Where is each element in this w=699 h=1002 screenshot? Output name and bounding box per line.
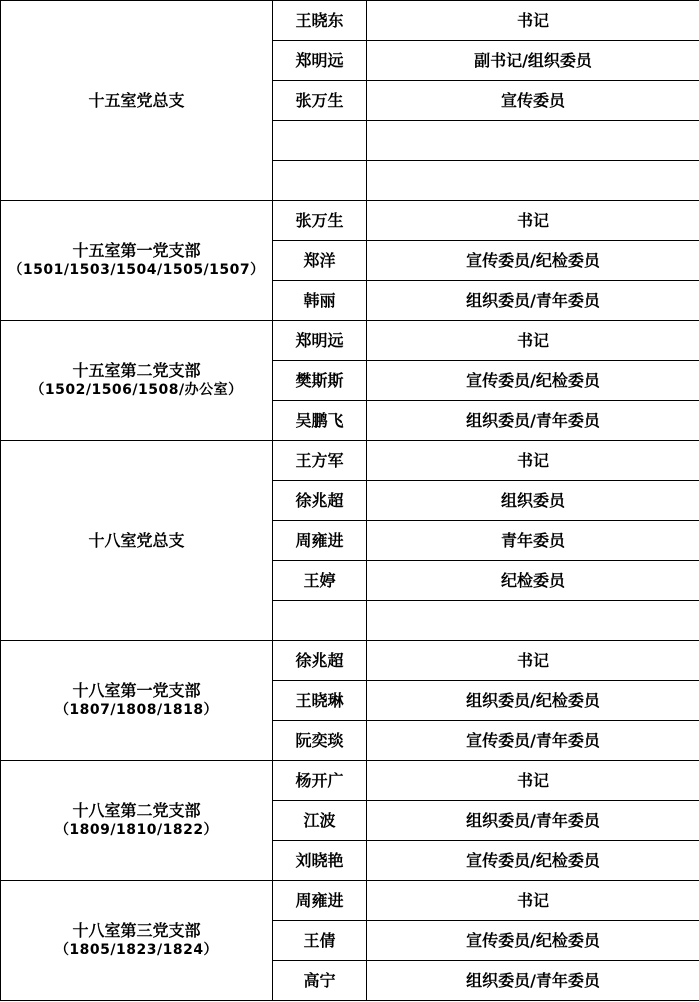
member-role: 宣传委员/纪检委员 (367, 841, 699, 881)
member-role (367, 161, 699, 201)
branch-cell (1, 761, 273, 881)
branch-rooms: （1502/1506/1508/办公室） (30, 382, 243, 398)
member-role: 副书记/组织委员 (367, 41, 699, 81)
branch-cell (1, 441, 273, 641)
member-role (367, 121, 699, 161)
member-name: 徐兆超 (273, 481, 367, 521)
member-role: 宣传委员/纪检委员 (367, 921, 699, 961)
branch-name: 十五室党总支 (88, 90, 185, 110)
member-name: 郑明远 (273, 321, 367, 361)
member-name: 高宁 (273, 961, 367, 1001)
member-name: 杨开广 (273, 761, 367, 801)
table-row (1, 321, 699, 361)
member-name: 韩丽 (273, 281, 367, 321)
member-role: 组织委员/青年委员 (367, 281, 699, 321)
member-role: 组织委员 (367, 481, 699, 521)
member-name: 王倩 (273, 921, 367, 961)
member-role: 宣传委员/青年委员 (367, 721, 699, 761)
branch-cell (1, 1, 273, 201)
member-name: 张万生 (273, 81, 367, 121)
member-name: 周雍进 (273, 521, 367, 561)
table-row (1, 641, 699, 681)
branch-cell (1, 201, 273, 321)
branch-name: 十八室第二党支部 (72, 801, 201, 820)
member-role: 书记 (367, 1, 699, 41)
member-name: 郑洋 (273, 241, 367, 281)
table-row (1, 881, 699, 921)
member-role: 书记 (367, 201, 699, 241)
member-name: 刘晓艳 (273, 841, 367, 881)
member-role: 宣传委员/纪检委员 (367, 361, 699, 401)
table-row (1, 1, 699, 41)
branch-name: 十五室第二党支部 (72, 361, 201, 380)
member-role: 书记 (367, 641, 699, 681)
member-name: 樊斯斯 (273, 361, 367, 401)
branch-rooms: （1805/1823/1824） (54, 942, 219, 958)
member-name: 徐兆超 (273, 641, 367, 681)
member-role: 宣传委员/纪检委员 (367, 241, 699, 281)
branch-cell (1, 321, 273, 441)
member-name: 吴鹏飞 (273, 401, 367, 441)
member-name: 周雍进 (273, 881, 367, 921)
member-name: 王晓东 (273, 1, 367, 41)
member-name: 阮奕琰 (273, 721, 367, 761)
member-role: 书记 (367, 441, 699, 481)
branch-rooms: （1807/1808/1818） (54, 702, 219, 718)
member-name: 江波 (273, 801, 367, 841)
member-name (273, 121, 367, 161)
member-name (273, 161, 367, 201)
member-name: 张万生 (273, 201, 367, 241)
branch-name: 十八室第三党支部 (72, 921, 201, 940)
branch-name: 十五室第一党支部 (72, 241, 201, 260)
member-role: 宣传委员 (367, 81, 699, 121)
member-name: 王婷 (273, 561, 367, 601)
member-role: 纪检委员 (367, 561, 699, 601)
branch-name: 十八室第一党支部 (72, 681, 201, 700)
table-row (1, 201, 699, 241)
branch-name: 十八室党总支 (88, 530, 185, 550)
member-name (273, 601, 367, 641)
member-role: 书记 (367, 761, 699, 801)
table-row (1, 761, 699, 801)
table-row (1, 441, 699, 481)
branch-cell (1, 641, 273, 761)
branch-rooms: （1501/1503/1504/1505/1507） (8, 262, 265, 278)
member-role: 组织委员/青年委员 (367, 401, 699, 441)
member-name: 郑明远 (273, 41, 367, 81)
member-name: 王方军 (273, 441, 367, 481)
roster-table-body (1, 1, 699, 1001)
member-role: 青年委员 (367, 521, 699, 561)
branch-cell (1, 881, 273, 1001)
member-name: 王晓琳 (273, 681, 367, 721)
member-role: 书记 (367, 881, 699, 921)
member-role: 组织委员/青年委员 (367, 801, 699, 841)
branch-rooms: （1809/1810/1822） (54, 822, 219, 838)
member-role: 书记 (367, 321, 699, 361)
member-role: 组织委员/青年委员 (367, 961, 699, 1001)
member-role: 组织委员/纪检委员 (367, 681, 699, 721)
member-role (367, 601, 699, 641)
